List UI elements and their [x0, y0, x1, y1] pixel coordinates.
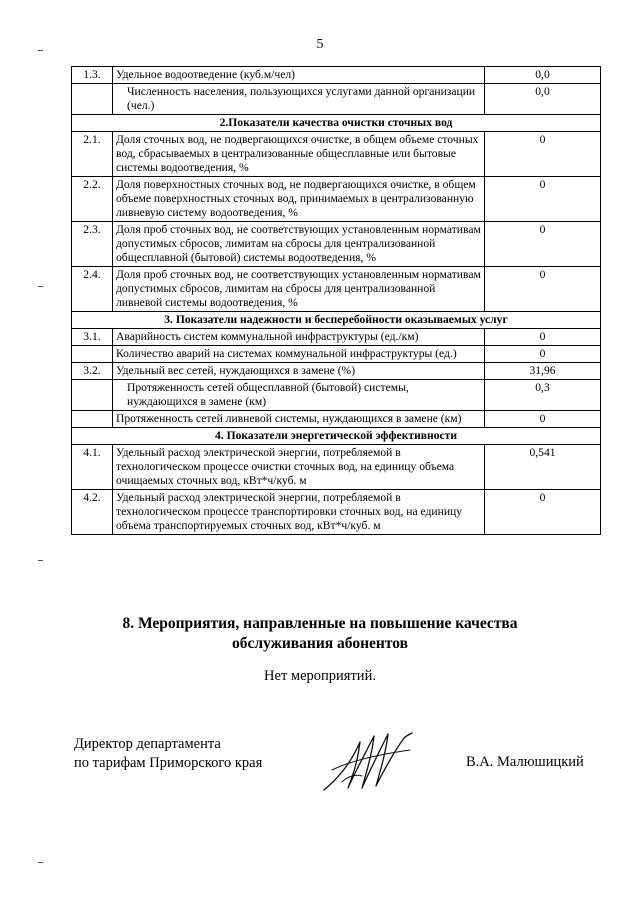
indicator-value: 0 [485, 222, 601, 267]
row-number: 2.3. [72, 222, 113, 267]
row-number: 1.3. [72, 67, 113, 84]
indicator-value: 0 [485, 346, 601, 363]
table-row [72, 222, 601, 267]
table-row [72, 490, 601, 535]
indicator-value: 0,0 [485, 67, 601, 84]
table-row [72, 411, 601, 428]
section-8-title-line1: 8. Мероприятия, направленные на повышение качества [122, 615, 518, 632]
row-number [72, 84, 113, 115]
section-8-title-line2: обслуживания абонентов [232, 635, 408, 652]
indicators-table [71, 66, 601, 535]
scan-margin-mark [38, 286, 43, 287]
indicator-description: Доля сточных вод, не подвергающихся очистке, в общем объеме сточных вод, сбрасываемых в централизованные общесплавные или бытовые системы водоотведения, % [113, 132, 485, 177]
indicator-value: 31,96 [485, 363, 601, 380]
indicator-description: Доля поверхностных сточных вод, не подвергающихся очистке, в общем объеме поверхностных сточных вод, принимаемых в централизованную ливневую систему водоотведения, % [113, 177, 485, 222]
table-row [72, 67, 601, 84]
indicator-description: Протяженность сетей общесплавной (бытовой) системы, нуждающихся в замене (км) [113, 380, 485, 411]
scan-margin-mark [38, 50, 43, 51]
table-row [72, 363, 601, 380]
indicator-description: Численность населения, пользующихся услугами данной организации (чел.) [113, 84, 485, 115]
indicator-value: 0,0 [485, 84, 601, 115]
table-row [72, 346, 601, 363]
indicator-description: Удельный расход электрической энергии, потребляемой в технологическом процессе очистки сточных вод, на единицу объема очищаемых сточных вод, кВт*ч/куб. м [113, 445, 485, 490]
table-row [72, 84, 601, 115]
row-number: 3.1. [72, 329, 113, 346]
indicator-value: 0 [485, 490, 601, 535]
section-title: 2.Показатели качества очистки сточных вод [72, 115, 601, 132]
indicator-description: Протяженность сетей ливневой системы, нуждающихся в замене (км) [113, 411, 485, 428]
scan-margin-mark [38, 862, 43, 863]
director-position-line2: по тарифам Приморского края [74, 755, 263, 771]
signer-name: В.А. Малюшицкий [466, 754, 584, 770]
table-row [72, 267, 601, 312]
indicator-value: 0,3 [485, 380, 601, 411]
table-row [72, 445, 601, 490]
no-events-text: Нет мероприятий. [264, 668, 376, 684]
table-row [72, 177, 601, 222]
section-8-title [0, 614, 640, 654]
row-number: 2.4. [72, 267, 113, 312]
section-header-row [72, 428, 601, 445]
indicator-value: 0 [485, 177, 601, 222]
table-row [72, 132, 601, 177]
indicator-description: Доля проб сточных вод, не соответствующих установленным нормативам допустимых сбросов, лимитам на сбросы для централизованной общесплавной (бытовой) системы водоотведения, % [113, 222, 485, 267]
table-row [72, 380, 601, 411]
indicator-value: 0 [485, 411, 601, 428]
indicator-value: 0 [485, 132, 601, 177]
row-number: 4.1. [72, 445, 113, 490]
row-number [72, 411, 113, 428]
indicator-description: Аварийность систем коммунальной инфраструктуры (ед./км) [113, 329, 485, 346]
indicator-description: Удельный вес сетей, нуждающихся в замене (%) [113, 363, 485, 380]
director-position [74, 735, 262, 773]
handwritten-signature [322, 730, 414, 792]
row-number: 3.2. [72, 363, 113, 380]
director-position-line1: Директор департамента [74, 736, 221, 752]
section-header-row [72, 115, 601, 132]
section-title: 3. Показатели надежности и бесперебойности оказываемых услуг [72, 312, 601, 329]
row-number: 2.2. [72, 177, 113, 222]
indicator-description: Доля проб сточных вод, не соответствующих установленным нормативам допустимых сбросов, лимитам на сбросы для централизованной ливневой системы водоотведения, % [113, 267, 485, 312]
row-number: 2.1. [72, 132, 113, 177]
indicator-description: Удельное водоотведение (куб.м/чел) [113, 67, 485, 84]
row-number: 4.2. [72, 490, 113, 535]
row-number [72, 346, 113, 363]
scan-margin-mark [38, 560, 43, 561]
section-header-row [72, 312, 601, 329]
indicators-table-body [72, 67, 601, 535]
indicator-value: 0 [485, 329, 601, 346]
indicator-value: 0,541 [485, 445, 601, 490]
indicator-value: 0 [485, 267, 601, 312]
indicator-description: Количество аварий на системах коммунальной инфраструктуры (ед.) [113, 346, 485, 363]
row-number [72, 380, 113, 411]
page-number: 5 [316, 37, 324, 52]
section-title: 4. Показатели энергетической эффективности [72, 428, 601, 445]
indicator-description: Удельный расход электрической энергии, потребляемой в технологическом процессе транспортировки сточных вод, на единицу объема транспортируемых сточных вод, кВт*ч/куб. м [113, 490, 485, 535]
table-row [72, 329, 601, 346]
